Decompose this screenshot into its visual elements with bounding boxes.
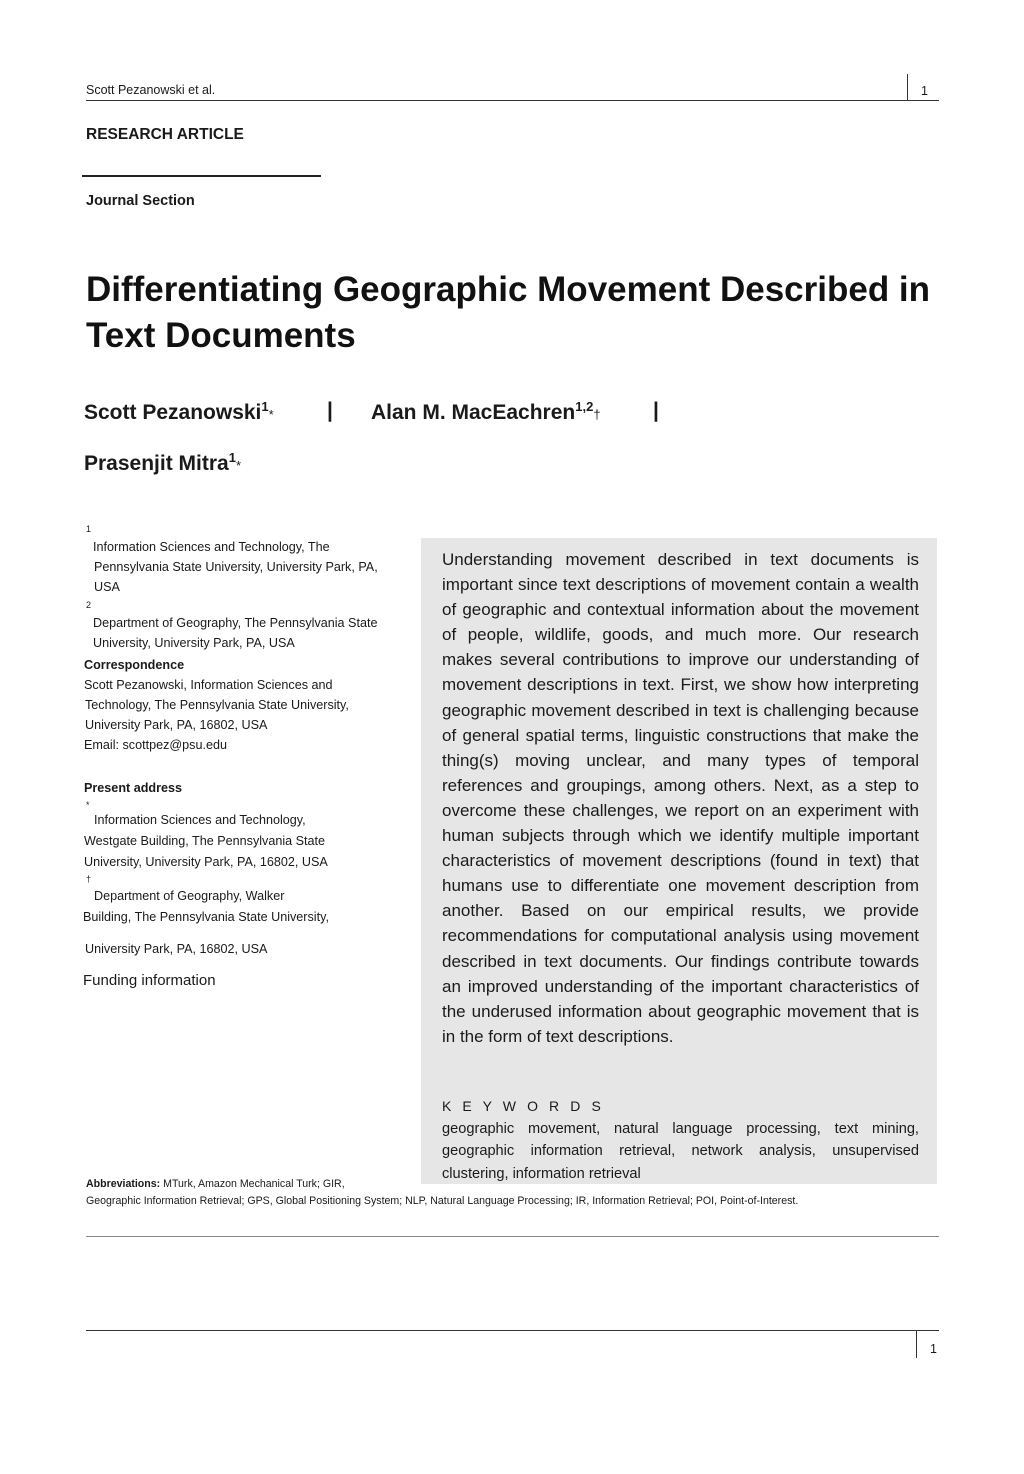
abbreviations-label: Abbreviations: [86, 1178, 161, 1190]
author-mark: † [593, 407, 601, 422]
section-rule [82, 175, 321, 177]
header-rule [86, 100, 939, 101]
author-name: Scott Pezanowski [84, 401, 262, 424]
article-type: RESEARCH ARTICLE [86, 126, 244, 143]
author-1[interactable] [84, 399, 274, 425]
abbreviations-line-1: MTurk, Amazon Mechanical Turk; GIR, [163, 1178, 345, 1190]
funding-heading: Funding information [83, 972, 216, 989]
correspondence-heading: Correspondence [84, 658, 185, 672]
present-address-line: Information Sciences and Technology, [94, 813, 306, 827]
present-address-line: University Park, PA, 16802, USA [85, 942, 268, 956]
footer-rule-top [86, 1236, 939, 1237]
affiliation-number: 1 [86, 524, 92, 534]
correspondence-email[interactable]: Email: scottpez@psu.edu [84, 738, 227, 752]
author-mark: * [268, 407, 274, 422]
author-mark: * [235, 458, 242, 473]
running-header-page-number: 1 [921, 84, 928, 98]
author-3[interactable] [84, 450, 241, 476]
author-name: Prasenjit Mitra [84, 452, 229, 475]
header-page-divider [907, 74, 908, 101]
correspondence-line: Technology, The Pennsylvania State University, [85, 698, 349, 712]
correspondence-line: Scott Pezanowski, Information Sciences and [84, 678, 333, 692]
affiliation-line: Pennsylvania State University, University Park, PA, [94, 560, 378, 574]
keywords-heading: K E Y W O R D S [442, 1098, 605, 1114]
footer-rule-bottom [86, 1330, 939, 1331]
paper-title [86, 267, 966, 359]
present-address-line: Westgate Building, The Pennsylvania State [84, 834, 326, 848]
present-address-dagger-mark: † [86, 874, 92, 884]
title-line-2: Text Documents [86, 316, 356, 355]
correspondence-line: University Park, PA, 16802, USA [85, 718, 268, 732]
title-line-1: Differentiating Geographic Movement Described in [86, 270, 931, 309]
author-name: Alan M. MacEachren [371, 401, 576, 424]
affiliation-number: 2 [86, 600, 92, 610]
affiliation-line: Information Sciences and Technology, The [93, 540, 330, 554]
author-affiliation-sup: 1 [228, 450, 236, 465]
footer-page-divider [916, 1331, 917, 1358]
author-separator: | [327, 399, 333, 422]
present-address-line: University, University Park, PA, 16802, USA [84, 855, 328, 869]
present-address-star-mark: * [86, 800, 90, 810]
affiliation-line: USA [94, 580, 120, 594]
author-affiliation-sup: 1 [261, 399, 269, 414]
abbreviations-line-2: Geographic Information Retrieval; GPS, Global Positioning System; NLP, Natural Language Processing; IR, Information Retrieval; POI, Point-of-Interest. [86, 1195, 799, 1207]
footer-page-number: 1 [930, 1342, 937, 1356]
journal-section: Journal Section [86, 193, 195, 209]
abstract-text: Understanding movement described in text documents is important since text descriptions of movement contain a wealth of geographic and contextual information about the movement of people, wildlife, goods, and much more. Our research makes several contributions to improve our understanding of movement descriptions in text. First, we show how interpreting geographic movement described in text is challenging because of general spatial terms, linguistic constructions that make the thing(s) moving unclear, and many types of temporal references and groupings, among others. Next, as a step to overcome these challenges, we report on an experiment with human subjects through which we identify multiple important characteristics of movement descriptions (found in text) that humans use to differentiate one movement description from another. Based on our empirical results, we provide recommendations for computational analysis using movement described in text documents. Our findings contribute towards an improved understanding of the important characteristics of the underused information about geographic movement that is in the form of text descriptions. [442, 550, 919, 1046]
present-address-line: Building, The Pennsylvania State University, [83, 910, 329, 924]
author-affiliation-sup: 1,2 [575, 399, 594, 414]
abbreviations [86, 1176, 798, 1210]
keywords-text: geographic movement, natural language processing, text mining, geographic information retrieval, network analysis, unsupervised clustering, information retrieval [442, 1121, 919, 1182]
present-address-line: Department of Geography, Walker [94, 889, 285, 903]
author-2[interactable] [371, 399, 601, 425]
author-separator: | [653, 399, 659, 422]
running-header-author: Scott Pezanowski et al. [86, 83, 216, 97]
affiliation-line: Department of Geography, The Pennsylvania State [93, 616, 378, 630]
affiliation-line: University, University Park, PA, USA [93, 636, 295, 650]
present-address-heading: Present address [84, 781, 183, 795]
